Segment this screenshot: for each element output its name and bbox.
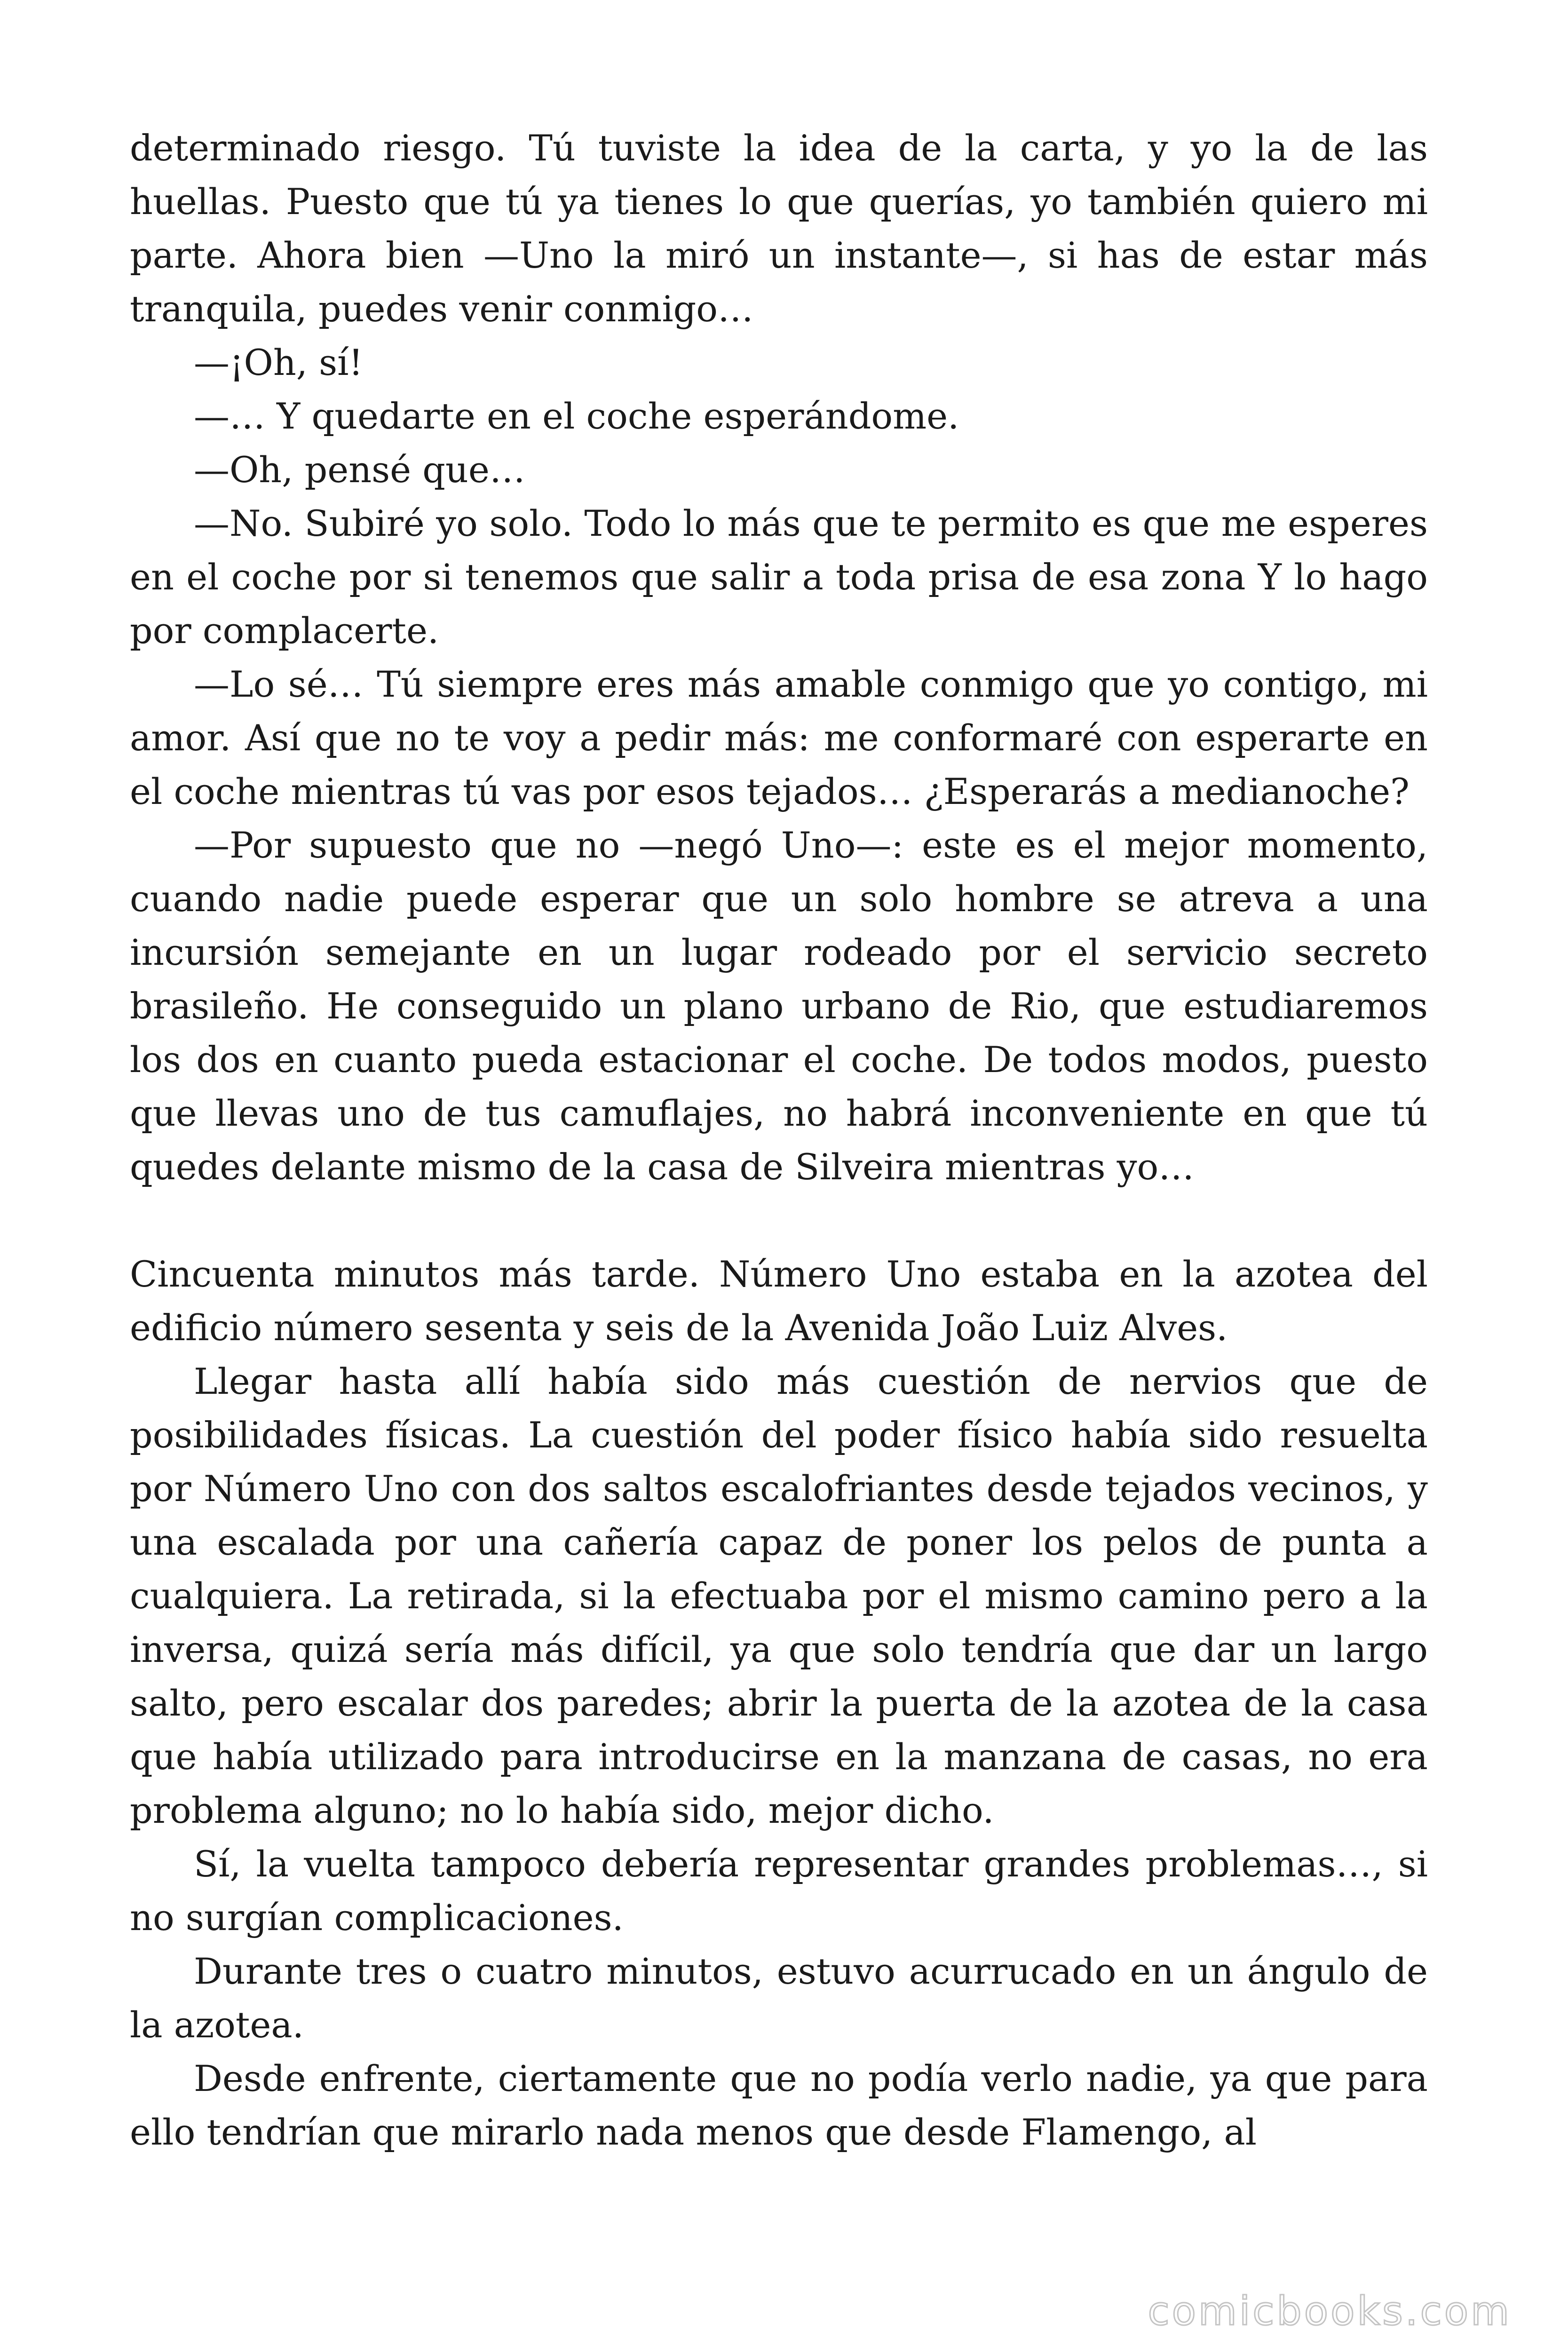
dialogue-line: —Por supuesto que no —negó Uno—: este es el mejor momento, cuando nadie puede esperar que un solo hombre se atreva a una incursión semejante en un lugar rodeado por el servicio secreto brasileño. He conseguido un plano urbano de Rio, que estudiaremos los dos en cuanto pueda estacionar el coche. De todos modos, puesto que llevas uno de tus camuflajes, no habrá inconveniente en que tú quedes delante mismo de la casa de Silveira mientras yo… — [130, 824, 1428, 1188]
dialogue-line: —Oh, pensé que… — [194, 449, 525, 491]
section-opening-paragraph: Cincuenta minutos más tarde. Número Uno estaba en la azotea del edificio número sesenta y seis de la Avenida João Luiz Alves. — [130, 1253, 1428, 1349]
dialogue-line: —Lo sé… Tú siempre eres más amable conmigo que yo contigo, mi amor. Así que no te voy a pedir más: me conformaré con esperarte en el coche mientras tú vas por esos tejados… ¿Esperarás a medianoche? — [130, 663, 1428, 812]
body-text — [130, 121, 1428, 2159]
dialogue-line: —… Y quedarte en el coche esperándome. — [194, 395, 959, 437]
paragraph: Desde enfrente, ciertamente que no podía verlo nadie, ya que para ello tendrían que mirarlo nada menos que desde Flamengo, al — [130, 2058, 1428, 2153]
watermark-logo: comicbooks.com — [1148, 2288, 1512, 2334]
paragraph: Sí, la vuelta tampoco debería representar grandes problemas…, si no surgían complicaciones. — [130, 1843, 1428, 1939]
paragraph: Durante tres o cuatro minutos, estuvo acurrucado en un ángulo de la azotea. — [130, 1950, 1428, 2046]
paragraph-continuation: determinado riesgo. Tú tuviste la idea de la carta, y yo la de las huellas. Puesto que tú ya tienes lo que querías, yo también quiero mi parte. Ahora bien —Uno la miró un instante—, si has de estar más tranquila, puedes venir conmigo… — [130, 127, 1428, 330]
dialogue-line: —¡Oh, sí! — [194, 342, 363, 383]
paragraph: Llegar hasta allí había sido más cuestión de nervios que de posibilidades físicas. La cuestión del poder físico había sido resuelta por Número Uno con dos saltos escalofriantes desde tejados vecinos, y una escalada por una cañería capaz de poner los pelos de punta a cualquiera. La retirada, si la efectuaba por el mismo camino pero a la inversa, quizá sería más difícil, ya que solo tendría que dar un largo salto, pero escalar dos paredes; abrir la puerta de la azotea de la casa que había utilizado para introducirse en la manzana de casas, no era problema alguno; no lo había sido, mejor dicho. — [130, 1360, 1428, 1831]
dialogue-line: —No. Subiré yo solo. Todo lo más que te permito es que me esperes en el coche por si tenemos que salir a toda prisa de esa zona Y lo hago por complacerte. — [130, 502, 1428, 652]
